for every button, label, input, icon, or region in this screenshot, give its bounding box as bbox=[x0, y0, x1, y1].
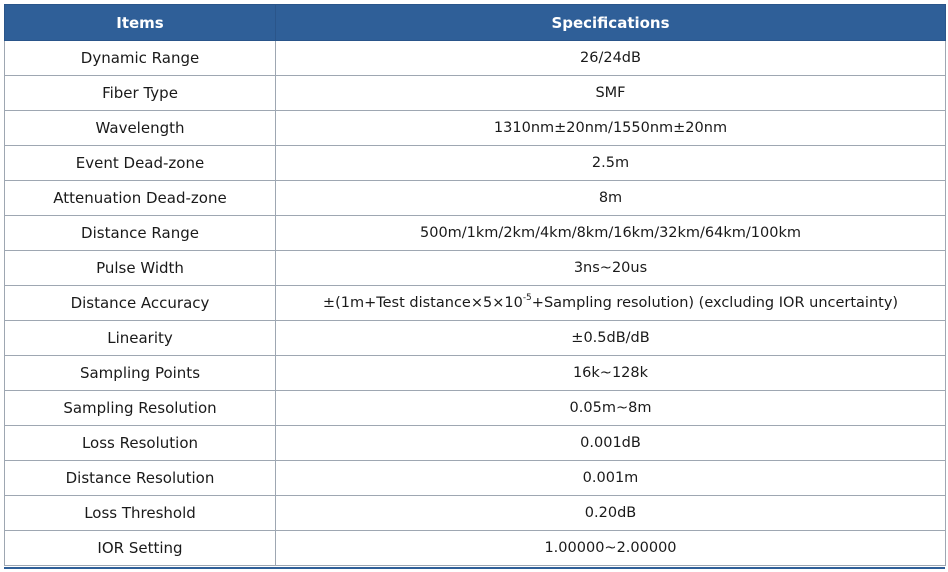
spec-cell: 500m/1km/2km/4km/8km/16km/32km/64km/100km bbox=[276, 216, 946, 251]
spec-cell: 2.5m bbox=[276, 146, 946, 181]
spec-cell: 16k~128k bbox=[276, 356, 946, 391]
spec-cell: 1310nm±20nm/1550nm±20nm bbox=[276, 111, 946, 146]
table-row bbox=[5, 146, 946, 181]
spec-cell: 0.001dB bbox=[276, 426, 946, 461]
item-cell: IOR Setting bbox=[5, 531, 276, 566]
item-cell: Distance Range bbox=[5, 216, 276, 251]
table-row bbox=[5, 496, 946, 531]
spec-text: ±(1m+Test distance×5×10 bbox=[322, 295, 523, 311]
column-header-items: Items bbox=[5, 5, 276, 41]
table-row bbox=[5, 216, 946, 251]
table-row bbox=[5, 356, 946, 391]
item-cell: Wavelength bbox=[5, 111, 276, 146]
column-header-specifications: Specifications bbox=[276, 5, 946, 41]
table-row bbox=[5, 286, 946, 321]
specifications-table bbox=[4, 4, 946, 566]
item-cell: Pulse Width bbox=[5, 251, 276, 286]
table-row bbox=[5, 321, 946, 356]
spec-cell: 3ns~20us bbox=[276, 251, 946, 286]
spec-cell: 0.05m~8m bbox=[276, 391, 946, 426]
item-cell: Loss Threshold bbox=[5, 496, 276, 531]
spec-text: +Sampling resolution) (excluding IOR uncertainty) bbox=[531, 295, 899, 311]
item-cell: Linearity bbox=[5, 321, 276, 356]
table-row bbox=[5, 531, 946, 566]
spec-cell: 8m bbox=[276, 181, 946, 216]
table-row bbox=[5, 251, 946, 286]
table-bottom-rule bbox=[4, 567, 945, 569]
spec-cell: 1.00000~2.00000 bbox=[276, 531, 946, 566]
item-cell: Event Dead-zone bbox=[5, 146, 276, 181]
table-row bbox=[5, 41, 946, 76]
exponent-superscript: -5 bbox=[522, 293, 532, 304]
table-row bbox=[5, 111, 946, 146]
table-row bbox=[5, 76, 946, 111]
item-cell: Loss Resolution bbox=[5, 426, 276, 461]
item-cell: Distance Accuracy bbox=[5, 286, 276, 321]
item-cell: Attenuation Dead-zone bbox=[5, 181, 276, 216]
spec-cell: 0.001m bbox=[276, 461, 946, 496]
table-row bbox=[5, 426, 946, 461]
item-cell: Fiber Type bbox=[5, 76, 276, 111]
table-row bbox=[5, 461, 946, 496]
spec-cell bbox=[276, 286, 946, 321]
spec-cell: 26/24dB bbox=[276, 41, 946, 76]
item-cell: Dynamic Range bbox=[5, 41, 276, 76]
item-cell: Sampling Points bbox=[5, 356, 276, 391]
table-header-row bbox=[5, 5, 946, 41]
item-cell: Sampling Resolution bbox=[5, 391, 276, 426]
table-row bbox=[5, 181, 946, 216]
spec-cell: SMF bbox=[276, 76, 946, 111]
spec-cell: ±0.5dB/dB bbox=[276, 321, 946, 356]
spec-cell: 0.20dB bbox=[276, 496, 946, 531]
item-cell: Distance Resolution bbox=[5, 461, 276, 496]
spec-table-container bbox=[4, 4, 945, 566]
table-row bbox=[5, 391, 946, 426]
